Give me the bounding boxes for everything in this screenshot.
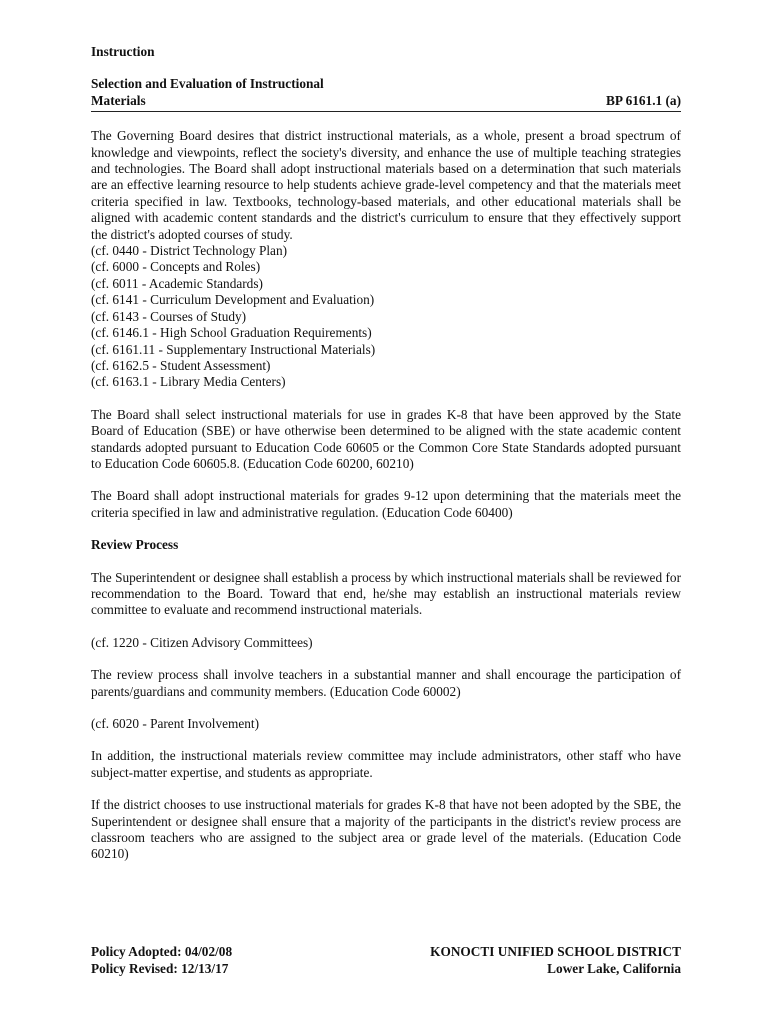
cross-reference-item: (cf. 6011 - Academic Standards) (91, 275, 263, 291)
cross-reference-item: (cf. 6161.11 - Supplementary Instructional Materials) (91, 341, 376, 357)
section-label: Instruction (91, 44, 155, 59)
district-location: Lower Lake, California (547, 961, 681, 976)
k8-paragraph: The Board shall select instructional materials for use in grades K-8 that have been approved by the State Board of Education (SBE) or have otherwise been determined to be aligned with the state academic content standards adopted pursuant to Education Code 60605 or the Common Core State Standards adopted pursuant to Education Code 60605.8. (Education Code 60200, 60210) (91, 406, 681, 471)
review-paragraph: The Superintendent or designee shall establish a process by which instructional materials shall be reviewed for recommendation to the Board. Toward that end, he/she may establish an instructional materials review committee to evaluate and recommend instructional materials. (91, 569, 681, 618)
cross-reference-1220: (cf. 1220 - Citizen Advisory Committees) (91, 634, 313, 650)
policy-title (91, 76, 324, 109)
intro-paragraph: The Governing Board desires that district instructional materials, as a whole, present a broad spectrum of knowledge and viewpoints, reflect the society's diversity, and enhance the use of multiple teaching strategies and technologies. The Board shall adopt instructional materials based on a determination that such materials are an effective learning resource to help students achieve grade-level competency and that the materials meet criteria specified in law. Textbooks, technology-based materials, and other educational materials shall be aligned with academic content standards and the district's curriculum to ensure that they effectively support the district's adopted courses of study. (91, 128, 681, 242)
title-divider (91, 111, 681, 112)
teachers-paragraph: The review process shall involve teachers in a substantial manner and shall encourage the participation of parents/guardians and community members. (Education Code 60002) (91, 667, 681, 699)
policy-adopted: Policy Adopted: 04/02/08 (91, 944, 233, 959)
grades-9-12-paragraph: The Board shall adopt instructional materials for grades 9-12 upon determining that the materials meet the criteria specified in law and administrative regulation. (Education Code 60400) (91, 488, 681, 520)
cross-reference-item: (cf. 6000 - Concepts and Roles) (91, 259, 261, 275)
cross-reference-item: (cf. 6146.1 - High School Graduation Requirements) (91, 325, 372, 341)
addition-paragraph: In addition, the instructional materials review committee may include administrators, other staff who have subject-matter expertise, and students as appropriate. (91, 748, 681, 780)
district-paragraph: If the district chooses to use instructional materials for grades K-8 that have not been adopted by the SBE, the Superintendent or designee shall ensure that a majority of the participants in the district's review process are classroom teachers who are assigned to the subject area or grade level of the materials. (Education Code 60210) (91, 797, 681, 862)
cross-reference-item: (cf. 0440 - District Technology Plan) (91, 243, 288, 259)
document-page (91, 44, 681, 863)
page-footer (91, 943, 681, 977)
policy-title-line2: Materials (91, 92, 146, 108)
cross-reference-item: (cf. 6141 - Curriculum Development and Evaluation) (91, 292, 375, 308)
cross-reference-item: (cf. 6162.5 - Student Assessment) (91, 357, 271, 373)
policy-dates (91, 943, 232, 977)
district-info (430, 943, 681, 977)
cross-reference-item: (cf. 6143 - Courses of Study) (91, 308, 247, 324)
cross-reference-list (91, 243, 681, 391)
title-row (91, 76, 681, 109)
policy-title-line1: Selection and Evaluation of Instructional (91, 76, 324, 92)
district-name: KONOCTI UNIFIED SCHOOL DISTRICT (430, 944, 681, 959)
policy-revised: Policy Revised: 12/13/17 (91, 961, 229, 976)
review-process-heading: Review Process (91, 537, 179, 553)
cross-reference-item: (cf. 6163.1 - Library Media Centers) (91, 374, 286, 390)
cross-reference-6020: (cf. 6020 - Parent Involvement) (91, 716, 260, 731)
policy-code: BP 6161.1 (a) (606, 92, 681, 108)
